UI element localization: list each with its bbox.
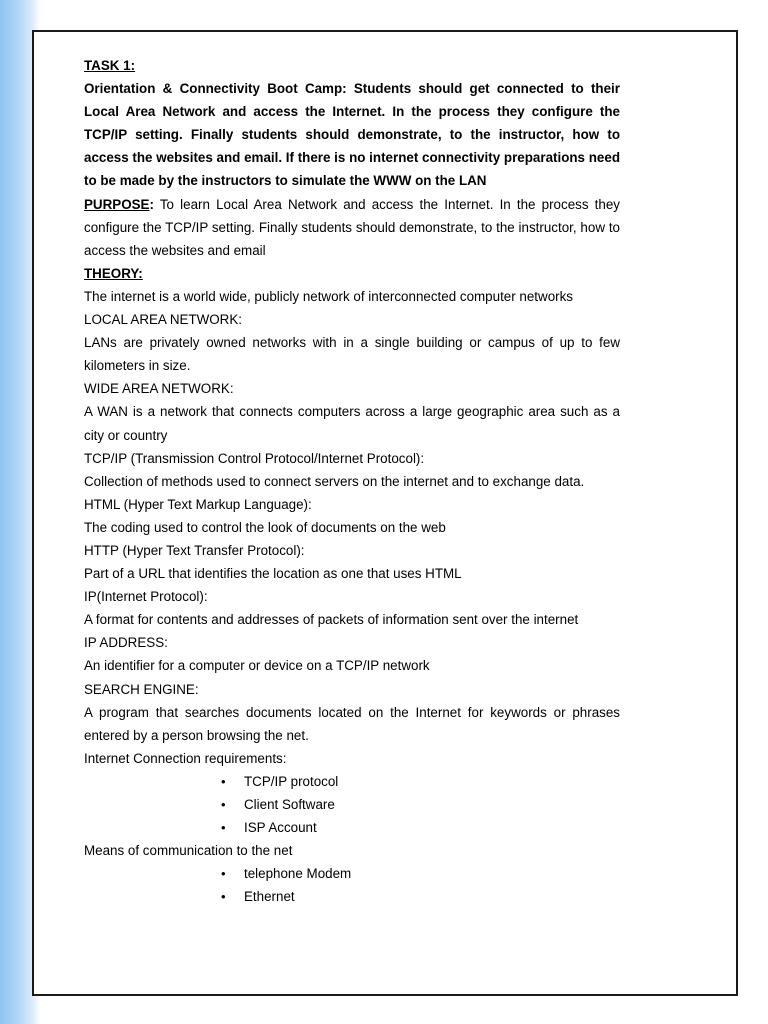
theory-intro: The internet is a world wide, publicly network of interconnected computer networks xyxy=(84,288,573,304)
list-item-text: TCP/IP protocol xyxy=(244,773,339,789)
list-item xyxy=(84,816,620,839)
definition-search-engine: A program that searches documents located on the Internet for keywords or phrases entered by a person browsing the net. xyxy=(84,704,620,743)
definition-ip-address: An identifier for a computer or device on a TCP/IP network xyxy=(84,658,430,674)
bullet-icon: • xyxy=(221,820,226,836)
communication-list xyxy=(84,862,620,908)
term-tcpip: TCP/IP (Transmission Control Protocol/Internet Protocol): xyxy=(84,450,425,466)
term-lan: LOCAL AREA NETWORK: xyxy=(84,312,242,328)
list-item xyxy=(84,885,620,908)
list-item-text: telephone Modem xyxy=(244,866,352,882)
term-html: HTML (Hyper Text Markup Language): xyxy=(84,496,312,512)
list-item-text: Client Software xyxy=(244,797,335,812)
list-item xyxy=(84,770,620,793)
bullet-icon: • xyxy=(221,866,226,882)
purpose-text: To learn Local Area Network and access the Internet. In the process they configure the TCP/IP setting. Finally students should demonstrate, to the instructor, how to access the websites and email xyxy=(84,196,620,258)
purpose-colon: : xyxy=(149,196,154,212)
task-heading: TASK 1: xyxy=(84,58,136,73)
communication-heading: Means of communication to the net xyxy=(84,843,293,859)
definition-tcpip: Collection of methods used to connect servers on the internet and to exchange data. xyxy=(84,473,585,489)
list-item-text: Ethernet xyxy=(244,889,295,905)
requirements-heading: Internet Connection requirements: xyxy=(84,750,287,766)
bullet-icon: • xyxy=(221,889,226,905)
bullet-icon: • xyxy=(221,773,226,789)
term-ip-address: IP ADDRESS: xyxy=(84,635,168,651)
term-ip: IP(Internet Protocol): xyxy=(84,589,208,605)
definition-html: The coding used to control the look of documents on the web xyxy=(84,519,446,535)
list-item-text: ISP Account xyxy=(244,820,317,836)
bullet-icon: • xyxy=(221,797,226,812)
term-http: HTTP (Hyper Text Transfer Protocol): xyxy=(84,542,305,558)
list-item xyxy=(84,862,620,885)
task-description: Orientation & Connectivity Boot Camp: Students should get connected to their Local Area Network and access the Internet. In the process they configure the TCP/IP setting. Finally students should demonstrate, to the instructor, how to access the websites and email. If there is no internet connectivity preparations need to be made by the instructors to simulate the WWW on the LAN xyxy=(84,81,620,189)
document-body xyxy=(84,54,620,908)
purpose-paragraph xyxy=(84,193,620,262)
theory-heading: THEORY: xyxy=(84,265,143,281)
term-search-engine: SEARCH ENGINE: xyxy=(84,681,199,697)
term-wan: WIDE AREA NETWORK: xyxy=(84,381,234,397)
definition-ip: A format for contents and addresses of packets of information sent over the internet xyxy=(84,612,579,628)
definition-http: Part of a URL that identifies the location as one that uses HTML xyxy=(84,566,462,582)
purpose-label: PURPOSE xyxy=(84,196,150,212)
requirements-list xyxy=(84,770,620,839)
definition-wan: A WAN is a network that connects computers across a large geographic area such as a city or country xyxy=(84,404,620,443)
list-item xyxy=(84,793,620,816)
definition-lan: LANs are privately owned networks with in a single building or campus of up to few kilometers in size. xyxy=(84,335,620,374)
